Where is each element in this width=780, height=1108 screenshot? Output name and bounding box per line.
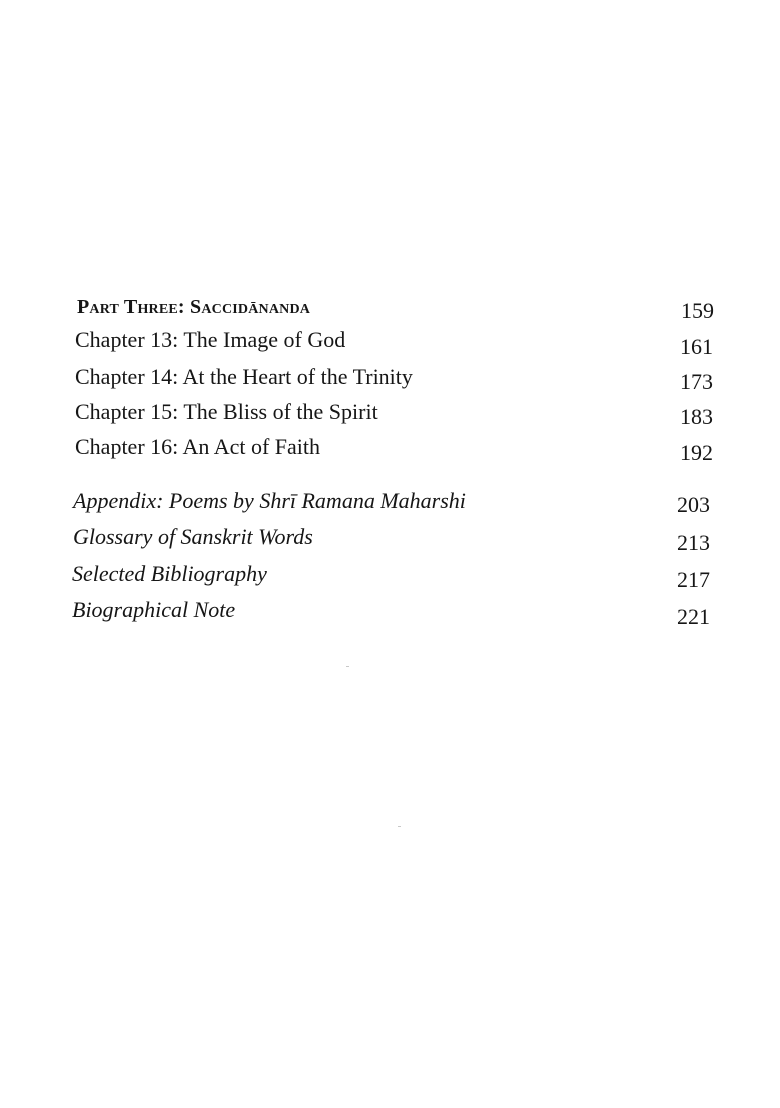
chapter-title: Chapter 13: The Image of God xyxy=(75,327,346,352)
backmatter-page-number: 203 xyxy=(677,492,710,517)
chapter-page-number: 173 xyxy=(680,369,713,394)
backmatter-page-number: 213 xyxy=(677,530,710,555)
part-title: Part Three: Saccidānanda xyxy=(77,296,311,318)
backmatter-page-number: 221 xyxy=(677,604,710,629)
backmatter-title: Glossary of Sanskrit Words xyxy=(73,524,313,549)
chapter-title: Chapter 14: At the Heart of the Trinity xyxy=(75,364,413,389)
part-page-number: 159 xyxy=(681,298,714,323)
backmatter-title: Appendix: Poems by Shrī Ramana Maharshi xyxy=(73,488,466,513)
scan-speck xyxy=(346,666,349,667)
backmatter-title: Biographical Note xyxy=(72,597,236,622)
backmatter-title: Selected Bibliography xyxy=(72,561,267,586)
chapter-page-number: 161 xyxy=(680,334,713,359)
chapter-title: Chapter 16: An Act of Faith xyxy=(75,434,321,459)
chapter-page-number: 192 xyxy=(680,440,713,465)
backmatter-page-number: 217 xyxy=(677,567,710,592)
chapter-page-number: 183 xyxy=(680,404,713,429)
chapter-title: Chapter 15: The Bliss of the Spirit xyxy=(75,399,378,424)
scan-speck xyxy=(398,826,401,827)
